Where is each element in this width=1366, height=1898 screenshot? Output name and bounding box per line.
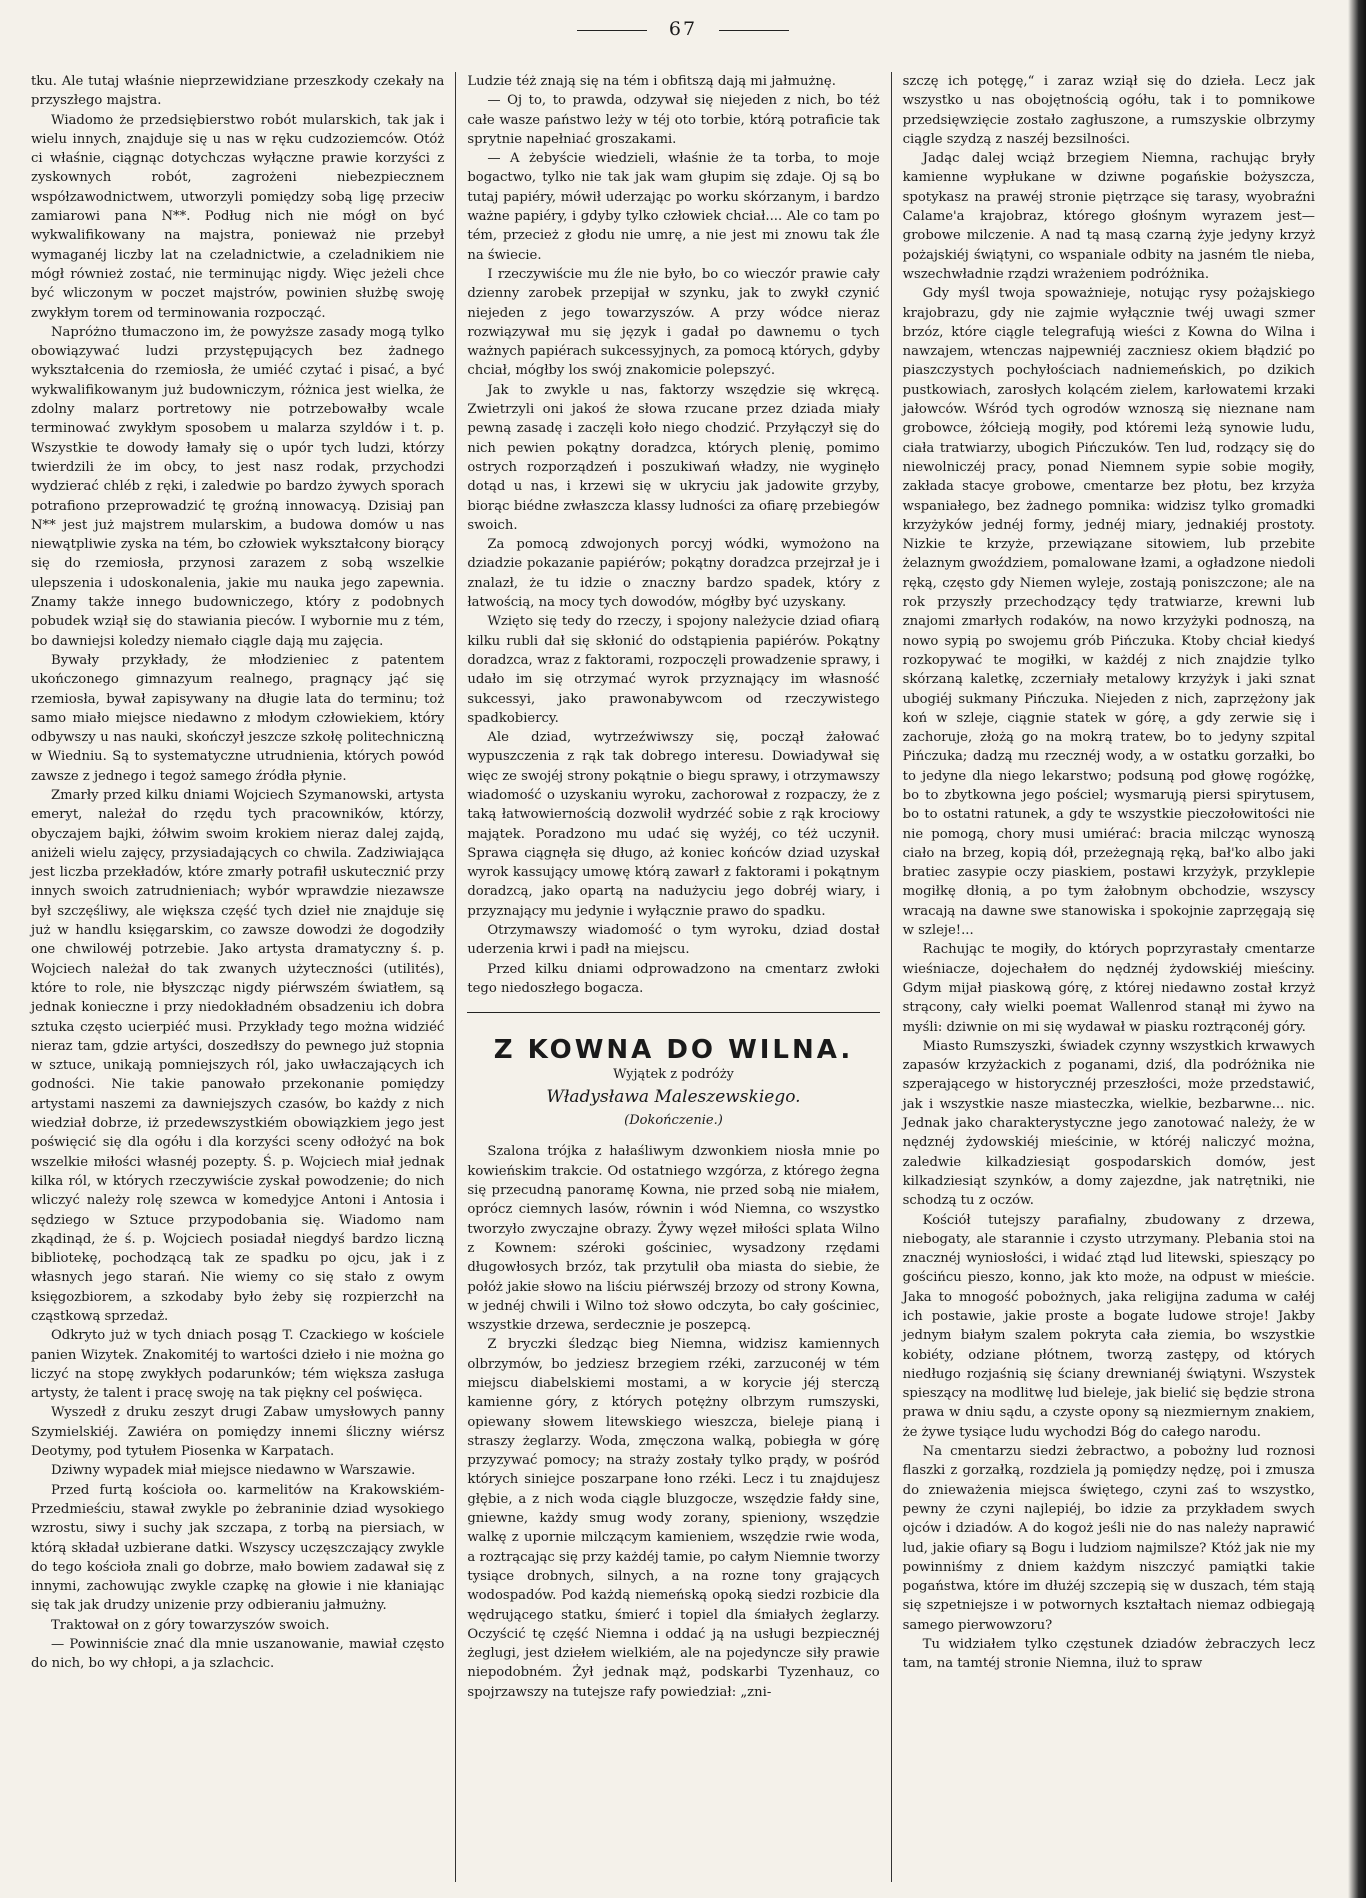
- paragraph: Ale dziad, wytrzeźwiwszy się, począł żałować wypuszczenia z rąk tak dobrego interesu. Dowiadywał się więc ze swojéj strony pokątnie o biegu sprawy, i otrzymawszy wiadomość o uzyskaniu wyroku, zachorował z rozpaczy, że z taką łatwowiernością dozwolił wydrzéć sobie z rąk krociowy majątek. Poradzono mu udać się wyżéj, co téż uczynił. Sprawa ciągnęła się długo, aż koniec końców dziad uzyskał wyrok kassujący umowę którą zawarł z faktorami i pokątnym doradzcą, jako opartą na nadużyciu jego dobréj wiary, i przyznający mu jedynie i wyłącznie prawo do spadku.: [467, 730, 880, 919]
- paragraph: Traktował on z góry towarzyszów swoich.: [51, 1617, 330, 1633]
- paragraph: Szalona trójka z hałaśliwym dzwonkiem niosła mnie po kowieńskim trakcie. Od ostatniego wzgórza, z którego żegna się przecudną panoramę Kowna, nie przed sobą nie miałem, oprócz ciemnych lasów, równin i wód Niemna, co wszystko tworzyło zwyczajne obrazy. Żywy węzeł miłości splata Wilno z Kownem: széroki gościniec, wysadzony rzędami długowłosych brzóz, tak przytulił oba miasta do siebie, że połóż jakie słowo na liściu piérwszéj brzozy od strony Kowna, w jednéj chwili i Wilno toż słowo odczyta, bo cały gościniec, wszystkie drzewa, serdecznie je poszepcą.: [467, 1144, 880, 1334]
- column-2: [455, 72, 890, 1882]
- paragraph: I rzeczywiście mu źle nie było, bo co wieczór prawie cały dzienny zarobek przepijał w szynku, jak to zwykł czynić niejeden z jego towarzyszów. A przy wódce nieraz rozwiązywał mu się język i gadał po dawnemu o tych ważnych papiérach sukcessyjnych, za pomocą których, gdyby chciał, mógłby los swój znakomicie polepszyć.: [467, 266, 880, 379]
- paragraph: — A żebyście wiedzieli, właśnie że ta torba, to moje bogactwo, tylko nie tak jak wam głupim się zdaje. Oj są bo tutaj papiéry, mówił uderzając po worku skórzanym, i bardzo ważne papiéry, i gdyby tylko człowiek chciał.... Ale co tam po tém, przecież z głodu nie umrę, a nie jest mi znowu tak źle na świecie.: [467, 151, 880, 263]
- scan-edge: [1348, 0, 1366, 1898]
- column-1: [20, 72, 455, 1882]
- paragraph: Kościół tutejszy parafialny, zbudowany z drzewa, niebogaty, ale starannie i czysto utrzymany. Plebania stoi na znacznéj wyniosłości, i widać ztąd lud litewski, spieszący po gościńcu pieszo, konno, jak kto może, na odpust w mieście. Jaka to mnogość pobożnych, jaka religijna zaduma w całéj ich postawie, jakie proste a bogate ludowe stroje! Jakby jednym białym szalem pokryta cała ziemia, bo wszystkie kobiéty, odziane płótnem, tworzą zastępy, od których niedługo rozjaśnią się ściany drewnianéj świątyni. Wszystek spieszący na modlitwę lud bieleje, jak bielić się będzie strona prawa w dniu sądu, a czyste opony są niezmiernym znakiem, że żywe tysiące ludu wychodzi Bóg do całego narodu.: [902, 1212, 1315, 1440]
- paragraph: — Powinniście znać dla mnie uszanowanie, mawiał często do nich, bo wy chłopi, a ja szlachcic.: [31, 1637, 445, 1672]
- paragraph: Za pomocą zdwojonych porcyj wódki, wymożono na dziadzie pokazanie papiérów; pokątny doradzca przejrzał je i znalazł, że tu idzie o znaczny bardzo spadek, który z łatwością, na mocy tych dowodów, mógłby być uzyskany.: [467, 537, 880, 611]
- column-2-article: [467, 1142, 879, 1702]
- paragraph: Przed furtą kościoła oo. karmelitów na Krakowskiém-Przedmieściu, stawał zwykle po żebraninie dziad wysokiego wzrostu, siwy i suchy jak szczapa, z torbą na piersiach, w którą składał uzbierane datki. Wszyscy uczęszczający zwykle do tego kościoła znali go dobrze, mało bowiem zadawał się z innymi, zachowując zwykle czapkę na głowie i nie kłaniając się tak jak drudzy unizenie przy odbieraniu jałmużny.: [31, 1482, 445, 1614]
- paragraph: Jak to zwykle u nas, faktorzy wszędzie się wkręcą. Zwietrzyli oni jakoś że słowa rzucane przez dziada miały pewną zasadę i zaczęli koło niego chodzić. Przyłączył się do nich pewien pokątny doradzca, których plenię, pomimo ostrych rozporządzeń i poszukiwań władzy, nie wyginęło dotąd u nas, i krzewi się w ukryciu jak jadowite grzyby, biorąc biédne zwłaszcza klassy ludności za ofiarę przebiegów swoich.: [467, 382, 880, 533]
- paragraph: Napróżno tłumaczono im, że powyższe zasady mogą tylko obowiązywać ludzi przystępujących bez żadnego wykształcenia do rzemiosła, że umiéć czytać i pisać, a być wykwalifikowanym już budowniczym, różnica jest wielka, że zdolny malarz portretowy nie potrzebowałby wcale terminować zwykłym sposobem u malarza szyldów i t. p. Wszystkie te dowody łamały się o upór tych ludzi, którzy twierdzili że im obcy, to jest nasz rodak, przychodzi wydzierać chléb z ręki, i zaledwie po bardzo żywych sporach potrafiono przeprowadzić tę groźną innowacyą. Dzisiaj pan N** jest już majstrem mularskim, a budowa domów u nas niewątpliwie zyska na tém, bo człowiek wykształcony biorący się do rzemiosła, przynosi zarazem z sobą wszelkie ulepszenia i udoskonalenia, jakie mu nauka jego zapewnia. Znamy także innego budowniczego, który z podobnych pobudek wziął się do stawiania pieców. I wybornie mu z tém, bo dawniejsi koledzy niemało ciągle dają mu zajęcia.: [31, 324, 445, 649]
- paragraph: Zmarły przed kilku dniami Wojciech Szymanowski, artysta emeryt, należał do rzędu tych pracowników, którzy, obyczajem bajki, żółwim swoim krokiem nieraz dalej zajdą, aniżeli wielu zajęcy, przysiadających co chwila. Zadziwiająca jest liczba przekładów, które zmarły potrafił uskutecznić przy innych swoich zatrudnieniach; wybór wprawdzie niezawsze był szczęśliwy, ale większa część tych dzieł nie znajduje się już w handlu księgarskim, co zawsze dowodzi że dogodziły one chwilowéj potrzebie. Jako artysta dramatyczny ś. p. Wojciech należał do tak zwanych użyteczności (utilités), które to role, nie błyszcząc nigdy piérwszém światłem, są jednak konieczne i przy niedokładném obsadzeniu ich dobra sztuka często ucierpiéć musi. Przykłady tego można widziéć nieraz tam, gdzie artyści, doszedłszy do pewnego już stopnia w sztuce, unikają pomniejszych ról, jako uwłaczających ich godności. Nie takie panowało przekonanie pomiędzy artystami naszemi za dawniejszych czasów, bo każdy z nich wiedział dobrze, iż przedewszystkiém obowiązkiem jego jest poświęcić się dla ogółu i dla korzyści sceny odłożyć na bok wszelkie miłości własnéj pozepty. Ś. p. Wojciech miał jednak kilka ról, w których rzeczywiście zyskał powodzenie; do nich wliczyć należy rolę szewca w komedyjce Antoni i Antosia i sędziego w Sztuce przypodobania się. Wiadomo nam zkądinąd, że ś. p. Wojciech posiadał niegdyś bardzo liczną bibliotekę, pochodzącą tak ze spadku po ojcu, jak i z własnych jego starań. Nie wiemy co się stało z owym księgozbiorem, a szkodaby było żeby się rozpierzchł na cząstkową sprzedaż.: [31, 787, 445, 1324]
- page-number-rule-left: [577, 30, 647, 31]
- article-title: Z KOWNA DO WILNA.: [493, 1035, 854, 1066]
- paragraph: Wyszedł z druku zeszyt drugi Zabaw umysłowych panny Szymielskiéj. Zawiéra on pomiędzy innemi śliczny wiérsz Deotymy, pod tytułem Piosenka w Karpatach.: [31, 1405, 445, 1460]
- paragraph: Gdy myśl twoja spoważnieje, notując rysy pożajskiego krajobrazu, gdy nie zajmie wyłącznie twéj uwagi szmer brzóz, które ciągle telegrafują wieści z Kowna do Wilna i nawzajem, wtenczas najpewniéj zaczniesz okiem błądzić po piaszczystych pochyłościach nadniemeńskich, po dzikich pustkowiach, zarosłych kolącém zielem, karłowatemi krzaki jałowców. Wśród tych ogrodów wznoszą się nieznane nam grobowce, żółcieją mogiły, pod któremi leżą synowie ludu, ciała tratwiarzy, ubogich Pińczuków. Ten lud, rodzący się do niewolniczéj pracy, ponad Niemnem sypie sobie mogiły, zakłada stacye grobowe, cmentarze bez płotu, bez krzyża wspaniałego, bez żadnego pomnika: widzisz tylko gromadki krzyżyków jednéj formy, jednéj miary, jednakiéj prostoty. Nizkie te krzyże, przewiązane sitowiem, lub przebite żelaznym gwoździem, pomalowane łzami, a ogładzone niedoli ręką, często gdy Niemen wyleje, zostają poniszczone; ale na rok przyszły przechodzący tędy tratwiarze, krewni lub znajomi zmarłych rodaków, na nowo krzyżyki podnoszą, na nowo sypią po swojemu grób Pińczuka. Ktoby chciał kiedyś rozkopywać te mogiłki, w każdéj z nich znajdzie tylko skórzaną kaletkę, zczerniały metalowy krzyżyk i jaki sznat ubogiéj sukmany Pińczuka. Niejeden z nich, zaprzężony jak koń w szleje, ciągnie statek w górę, a gdy zerwie się i zachoruje, złożą go na mokrą tratew, bo to jedyny szpital Pińczuka; dadzą mu rzecznéj wody, a w ostatku gorzałki, bo to jedyne dla niego lekarstwo; podsuną pod głowę rogóżkę, bo to zbytkowna jego pościel; wysmarują piersi spirytusem, bo to ostatni ratunek, a gdy te wszystkie pieczołowitości nie nie pomogą, chory musi umiérać: bracia milcząc wynoszą ciało na brzeg, kopią dół, przeżegnają ręką, bał'ko albo jaki bratiec zasypie oczy piaskiem, postawi krzyżyk, przyklepie mogiłkę dłonią, a po tym żałobnym obchodzie, wszyscy wracają na dawne swe stanowiska i spokojnie zaprzęgają się w szleje!...: [902, 286, 1315, 939]
- paragraph: Wiadomo że przedsiębierstwo robót mularskich, tak jak i wielu innych, znajduje się u nas w ręku cudzoziemców. Otóż ci właśnie, ciągnąc dotychczas wyłączne prawie korzyści z zyskownych robót, zagrożeni niebezpiecznem współzawodnictwem, utworzyli pomiędzy sobą ligę przeciw zamiarowi pana N**. Podług nich nie mógł on być wykwalifikowany na majstra, ponieważ nie przebył wymaganéj liczby lat na czeladnictwie, a czeladnikiem nie mógł również zostać, nie terminując nigdy. Więc jeżeli chce być wliczonym w poczet majstrów, powinien służbę swoję zwykłym torem od terminowania rozpocząć.: [31, 112, 445, 321]
- paragraph: Tu widziałem tylko częstunek dziadów żebraczych lecz tam, na tamtéj stronie Niemna, iluż to spraw: [902, 1637, 1315, 1672]
- paragraph: Wzięto się tedy do rzeczy, i spojony należycie dziad ofiarą kilku rubli dał się skłonić do odstąpienia papiérów. Pokątny doradzca, wraz z faktorami, rozpoczęli prowadzenie sprawy, i udało im się otrzymać wyrok przyznający im własność sukcessyi, jako prawonabywcom od rzeczywistego spadkobiercy.: [467, 614, 880, 726]
- page-number-rule-right: [719, 30, 789, 31]
- column-2-news: [467, 72, 879, 998]
- paragraph: Przed kilku dniami odprowadzono na cmentarz zwłoki tego niedoszłego bogacza.: [467, 961, 880, 996]
- article-continuation: (Dokończenie.): [624, 1113, 723, 1129]
- paragraph: Jadąc dalej wciąż brzegiem Niemna, rachując bryły kamienne wypłukane w dziwne pogańskie bożyszcza, spotykasz na prawéj stronie piętrzące się tarasy, wyobraźni Calame'a krajobraz, którego głośnym wyrazem jest—grobowe milczenie. A nad tą masą czarną żyje jedyny krzyż pożajskiéj świątyni, co wspaniale odbity na jasném tle nieba, wszechwładnie rządzi wrażeniem podróżnika.: [902, 151, 1315, 282]
- paragraph: Otrzymawszy wiadomość o tym wyroku, dziad dostał uderzenia krwi i padł na miejscu.: [467, 923, 880, 958]
- paragraph: Rachując te mogiły, do których poprzyrastały cmentarze wieśniacze, dojechałem do nędznéj żydowskiéj mieściny. Gdym mijał piaskową górę, z której niedawno został krzyż strącony, cały wielki poemat Wallenrod stanął mi żywo na myśli: dziwnie on mi się wydawał w piasku roztrąconéj góry.: [902, 942, 1315, 1035]
- paragraph: — Oj to, to prawda, odzywał się niejeden z nich, bo téż całe wasze państwo leży w téj oto torbie, którą potraficie tak sprytnie napełniać groszakami.: [467, 93, 880, 147]
- paragraph: Na cmentarzu siedzi żebractwo, a pobożny lud roznosi flaszki z gorzałką, rozdziela ją pomiędzy nędzę, poi i zmusza do znieważenia miejsca świętego, czyni zaś to wszystko, pewny że czyni najlepiéj, bo idzie za przykładem swych ojców i dziadów. A do kogoż jeśli nie do nas należy naprawić lud, jakie ofiary są Bogu i ludziom najmilsze? Któż jak nie my powinniśmy z dniem każdym niszczyć pamiątki takie pogaństwa, które im dłużéj szczepią się w duszach, tém stają się szpetniejsze i w potwornych kształtach niemaz odbiegają samego pierwowzoru?: [902, 1444, 1315, 1633]
- paragraph: Miasto Rumszyszki, świadek czynny wszystkich krwawych zapasów krzyżackich z poganami, dziś, dla podróżnika nie szperającego w historycznéj przeszłości, może przedstawić, jak i wszystkie nasze miasteczka, wielkie, bezbarwne... nic. Jednak jako charakterystyczne jego zanotować należy, że w nędznéj żydowskiéj mieścinie, w któréj naliczyć można, zaledwie kilkadziesiąt gospodarskich domów, jest kilkadziesiąt szynków, a domy zajezdne, jak natrętniki, nie schodzą tu z oczów.: [902, 1038, 1315, 1209]
- paragraph: Odkryto już w tych dniach posąg T. Czackiego w kościele panien Wizytek. Znakomitéj to wartości dzieło i nie można go liczyć na stopę zwykłych podarunków; tém większa zasługa artysty, że talent i pracę swoję na tak piękny cel poświęca.: [31, 1328, 445, 1402]
- page-number-text: 67: [668, 18, 698, 40]
- page-number: [0, 18, 1366, 40]
- article-subtitle: Wyjątek z podróży: [613, 1066, 734, 1082]
- paragraph: Bywały przykłady, że młodzieniec z patentem ukończonego gimnazyum realnego, pragnący jąć się rzemiosła, bywał zapisywany na długie lata do terminu; toż samo miało miejsce niedawno z młodym człowiekiem, który odbywszy u nas nauki, skończył jeszcze szkołę politechniczną w Wiedniu. Są to systematyczne utrudnienia, których powód zawsze z jednego i tegoż samego źródła płynie.: [31, 652, 445, 784]
- paragraph: Z bryczki śledząc bieg Niemna, widzisz kamiennych olbrzymów, bo jedziesz brzegiem rzéki, zarzuconéj w tém miejscu diabelskiemi mostami, a w korycie jéj sterczą kamienne góry, z których potężny olbrzym rumszyski, opiewany słowem litewskiego wieszcza, bieleje pianą i straszy żeglarzy. Woda, zmęczona walką, pobiegła w górę przyzywać pomocy; na straży zostały tylko prądy, w pośród których siniejce poszarpane łono rzéki. Lecz i tu znajdujesz głębie, a z nich woda ciągle bluzgocze, wszędzie fałdy sine, gniewne, każdy smug wody zorany, spieniony, wszędzie walkę z upornie milczącym kamieniem, wszędzie rwie woda, a roztrącając się przy każdéj tamie, po całym Niemnie tworzy tysiące drobnych, silnych, a na rozne tony grających wodospadów. Pod każdą niemeńską opoką siedzi rozbicie dla wędrującego statku, śmierć i topiel dla śmiałych żeglarzy. Oczyścić tę część Niemna i oddać ją na usługi bezpiecznéj żeglugi, jest dziełem wielkiém, ale na pojedyncze siły prawie niepodobném. Żył jednak mąż, podskarbi Tyzenhauz, co spojrzawszy na tutejsze rafy powiedział: „zni-: [467, 1337, 880, 1700]
- article-author: Władysława Maleszewskiego.: [546, 1086, 801, 1107]
- paragraph: Dziwny wypadek miał miejsce niedawno w Warszawie.: [51, 1463, 416, 1479]
- paragraph: szczę ich potęgę,“ i zaraz wziął się do dzieła. Lecz jak wszystko u nas obojętnością ogółu, tak i to pomnikowe przedsięwzięcie zostało zagłuszone, a rumszyskie olbrzymy ciągle szydzą z naszéj bezsilności.: [902, 74, 1315, 147]
- newspaper-columns: [20, 72, 1326, 1882]
- column-3: [891, 72, 1326, 1882]
- paragraph: Ludzie téż znają się na tém i obfitszą dają mi jałmużnę.: [467, 74, 836, 89]
- section-divider: [467, 1012, 879, 1013]
- paragraph: tku. Ale tutaj właśnie nieprzewidziane przeszkody czekały na przyszłego majstra.: [31, 74, 445, 109]
